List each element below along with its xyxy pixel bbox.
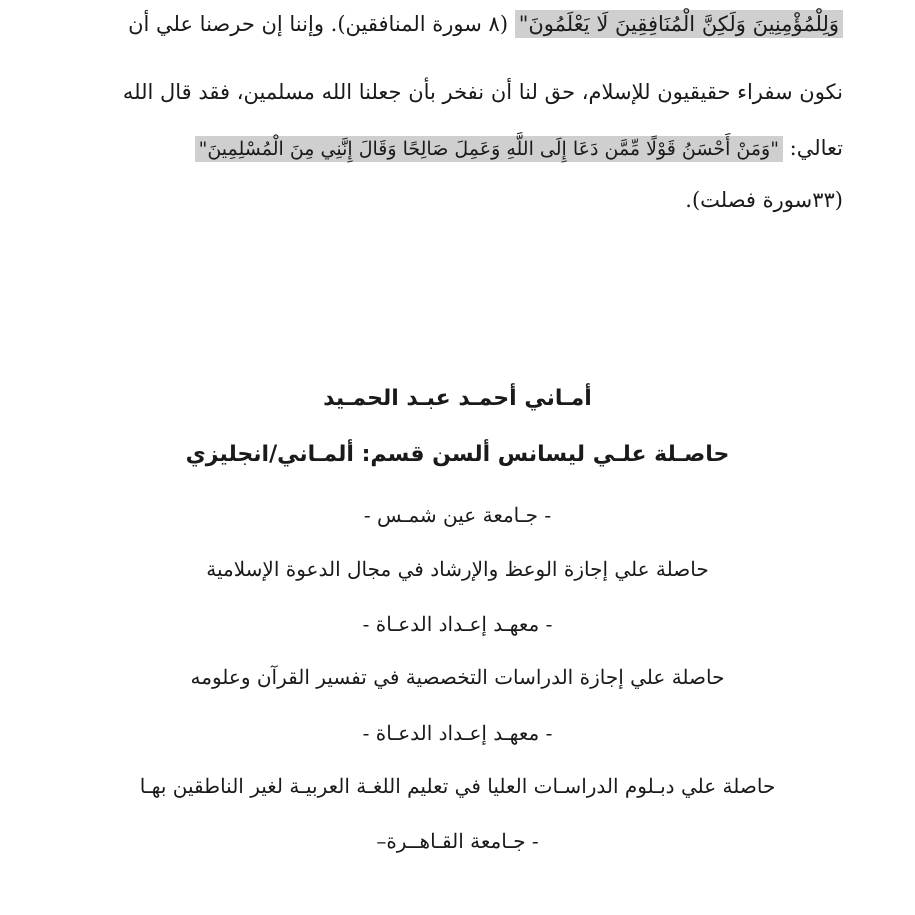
qualification-3: حاصلة علي إجازة الدراسات التخصصية في تفسير القرآن وعلومه: [190, 665, 725, 689]
passage-line-4: [685, 188, 843, 212]
passage-text-2: نكون سفراء حقيقيون للإسلام، حق لنا أن نفخر بأن جعلنا الله مسلمين، فقد قال الله: [122, 80, 843, 104]
quran-quote-1: وَلِلْمُؤْمِنِينَ وَلَكِنَّ الْمُنَافِقِينَ لَا يَعْلَمُونَ": [515, 10, 843, 38]
affiliation-1: - جـامعة عين شمـس -: [363, 503, 552, 527]
author-degree: حاصـلة علـي ليسانس ألسن قسم: ألمـاني/انجليزي: [185, 442, 730, 467]
affiliation-3: - معهـد إعـداد الدعـاة -: [362, 721, 553, 745]
qualification-4: حاصلة علي دبـلوم الدراسـات العليا في تعليم اللغـة العربيـة لغير الناطقين بهـا: [139, 774, 776, 798]
qualification-2: حاصلة علي إجازة الوعظ والإرشاد في مجال الدعوة الإسلامية: [206, 557, 709, 581]
quote-reference-1: (٨ سورة المنافقين). وإننا إن حرصنا علي أن: [128, 12, 509, 36]
quran-quote-2: "وَمَنْ أَحْسَنُ قَوْلًا مِّمَّن دَعَا إِلَى اللَّهِ وَعَمِلَ صَالِحًا وَقَالَ إِنَّنِي مِنَ الْمُسْلِمِينَ": [195, 136, 783, 162]
passage-line-2: [123, 80, 843, 104]
quote-reference-2: (٣٣سورة فصلت).: [685, 188, 843, 212]
passage-line-3: [195, 136, 843, 160]
passage-line-1: [128, 12, 843, 36]
affiliation-2: - معهـد إعـداد الدعـاة -: [362, 612, 553, 636]
author-name: أمـاني أحمـد عبـد الحمـيد: [323, 386, 592, 411]
passage-prefix-3: تعالي:: [789, 136, 843, 160]
affiliation-4: - جـامعة القـاهــرة–: [376, 829, 539, 853]
